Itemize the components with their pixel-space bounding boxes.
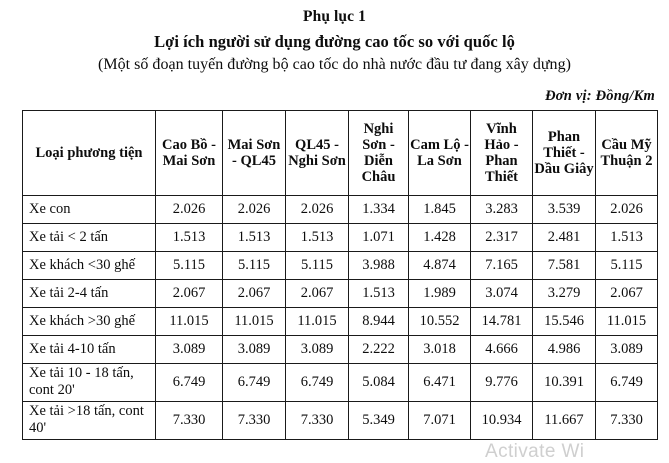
table-cell: 7.330 (596, 401, 658, 439)
table-row (23, 308, 658, 336)
table-row (23, 364, 658, 402)
table-cell: 1.513 (156, 224, 223, 252)
table-cell: 14.781 (471, 308, 533, 336)
table-cell: 11.015 (286, 308, 349, 336)
table-cell: 10.552 (409, 308, 471, 336)
table-cell: 3.283 (471, 196, 533, 224)
table-cell: 1.513 (223, 224, 286, 252)
table-cell: 2.026 (156, 196, 223, 224)
table-body (23, 196, 658, 440)
row-label: Xe tải 2-4 tấn (23, 280, 156, 308)
table-cell: 11.015 (156, 308, 223, 336)
table-cell: 7.330 (156, 401, 223, 439)
column-header-mai-son-ql45: Mai Sơn - QL45 (223, 111, 286, 196)
document-subtitle: Lợi ích người sử dụng đường cao tốc so với quốc lộ (154, 31, 515, 51)
column-header-nghi-son-dien-chau: Nghi Sơn - Diễn Châu (349, 111, 409, 196)
table-cell: 3.018 (409, 336, 471, 364)
table-cell: 1.334 (349, 196, 409, 224)
table-cell: 11.015 (223, 308, 286, 336)
table-cell: 6.749 (223, 364, 286, 402)
table-cell: 6.749 (286, 364, 349, 402)
table-header-row (23, 111, 658, 196)
page-title: Phụ lục 1 (303, 8, 366, 25)
row-label: Xe tải >18 tấn, cont 40' (23, 401, 156, 439)
table-cell: 3.089 (223, 336, 286, 364)
table-cell: 5.349 (349, 401, 409, 439)
row-label: Xe con (23, 196, 156, 224)
table-cell: 7.581 (533, 252, 596, 280)
table-cell: 7.330 (223, 401, 286, 439)
table-cell: 1.513 (349, 280, 409, 308)
benefit-table (22, 110, 658, 440)
table-cell: 8.944 (349, 308, 409, 336)
table-cell: 2.067 (286, 280, 349, 308)
table-cell: 7.165 (471, 252, 533, 280)
table-cell: 2.026 (596, 196, 658, 224)
table-cell: 2.222 (349, 336, 409, 364)
table-cell: 2.067 (596, 280, 658, 308)
table-cell: 5.115 (286, 252, 349, 280)
table-cell: 11.667 (533, 401, 596, 439)
table-header (23, 111, 658, 196)
table-cell: 3.089 (156, 336, 223, 364)
table-cell: 2.026 (223, 196, 286, 224)
table-cell: 3.089 (286, 336, 349, 364)
row-label: Xe tải 10 - 18 tấn, cont 20' (23, 364, 156, 402)
row-label: Xe tải 4-10 tấn (23, 336, 156, 364)
table-cell: 4.874 (409, 252, 471, 280)
table-cell: 2.067 (223, 280, 286, 308)
table-cell: 6.471 (409, 364, 471, 402)
table-row (23, 252, 658, 280)
table-cell: 5.115 (223, 252, 286, 280)
document-titles (0, 0, 669, 76)
table-row (23, 401, 658, 439)
table-cell: 2.481 (533, 224, 596, 252)
table-cell: 1.428 (409, 224, 471, 252)
column-header-cao-bo-mai-son: Cao Bồ - Mai Sơn (156, 111, 223, 196)
benefit-table-container (22, 110, 657, 440)
table-cell: 3.089 (596, 336, 658, 364)
table-cell: 3.988 (349, 252, 409, 280)
document-note: (Một số đoạn tuyến đường bộ cao tốc do nhà nước đầu tư đang xây dựng) (98, 56, 571, 74)
column-header-ql45-nghi-son: QL45 - Nghi Sơn (286, 111, 349, 196)
table-cell: 1.845 (409, 196, 471, 224)
column-header-phan-thiet-dau-giay: Phan Thiết - Dầu Giây (533, 111, 596, 196)
unit-label: Đơn vị: Đồng/Km (545, 88, 655, 105)
table-cell: 1.071 (349, 224, 409, 252)
table-row (23, 196, 658, 224)
table-cell: 10.934 (471, 401, 533, 439)
table-cell: 4.666 (471, 336, 533, 364)
table-cell: 2.067 (156, 280, 223, 308)
table-cell: 11.015 (596, 308, 658, 336)
table-row (23, 280, 658, 308)
row-label: Xe khách >30 ghế (23, 308, 156, 336)
windows-activation-watermark: Activate Wi (485, 441, 585, 462)
table-cell: 5.115 (156, 252, 223, 280)
table-cell: 6.749 (596, 364, 658, 402)
table-cell: 10.391 (533, 364, 596, 402)
column-header-cau-my-thuan-2: Cầu Mỹ Thuận 2 (596, 111, 658, 196)
table-cell: 6.749 (156, 364, 223, 402)
row-label: Xe khách <30 ghế (23, 252, 156, 280)
table-cell: 4.986 (533, 336, 596, 364)
table-cell: 5.115 (596, 252, 658, 280)
table-row (23, 336, 658, 364)
table-cell: 2.026 (286, 196, 349, 224)
table-cell: 5.084 (349, 364, 409, 402)
table-cell: 7.071 (409, 401, 471, 439)
row-label: Xe tải < 2 tấn (23, 224, 156, 252)
table-cell: 9.776 (471, 364, 533, 402)
table-cell: 1.989 (409, 280, 471, 308)
column-header-cam-lo-la-son: Cam Lộ - La Sơn (409, 111, 471, 196)
column-header-vehicle-type: Loại phương tiện (23, 111, 156, 196)
table-cell: 3.539 (533, 196, 596, 224)
table-cell: 15.546 (533, 308, 596, 336)
table-cell: 2.317 (471, 224, 533, 252)
column-header-vinh-hao-phan-thiet: Vĩnh Hảo - Phan Thiết (471, 111, 533, 196)
table-cell: 3.074 (471, 280, 533, 308)
table-cell: 3.279 (533, 280, 596, 308)
table-cell: 7.330 (286, 401, 349, 439)
table-row (23, 224, 658, 252)
table-cell: 1.513 (286, 224, 349, 252)
table-cell: 1.513 (596, 224, 658, 252)
